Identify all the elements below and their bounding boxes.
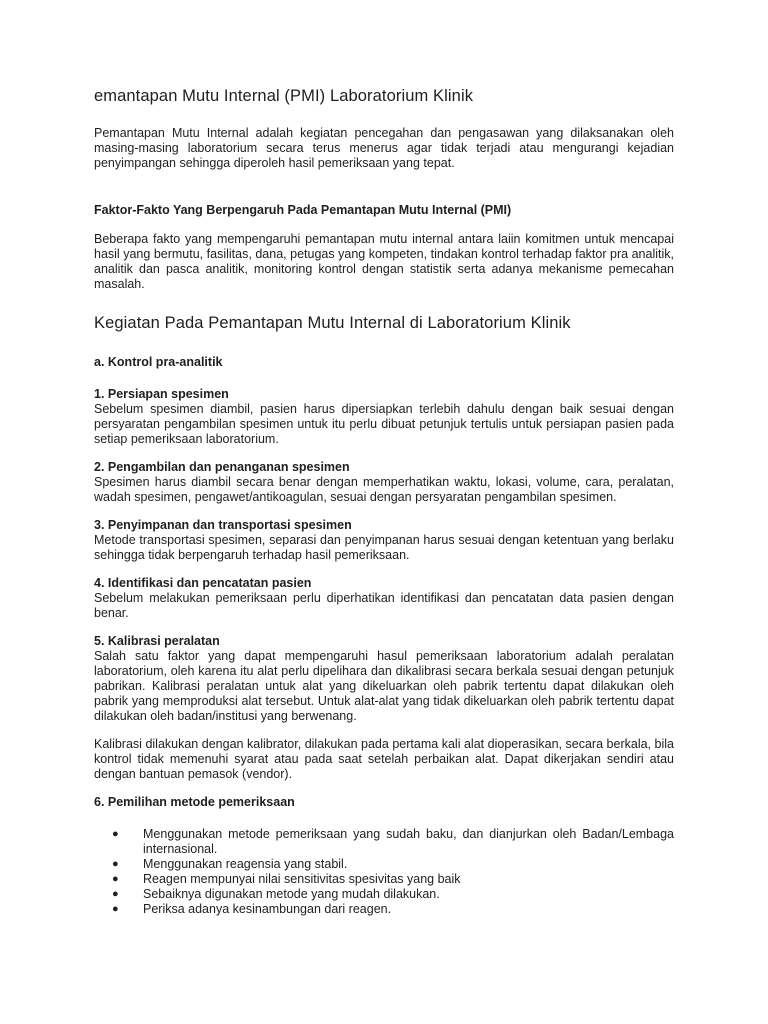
item-heading: 1. Persiapan spesimen [94,387,229,401]
intro-paragraph: Pemantapan Mutu Internal adalah kegiatan pencegahan dan pengasawan yang dilaksanakan oleh masing-masing laboratorium secara terus menerus agar tidak terjadi atau mengurangi kejadian penyimpangan sehingga diperoleh hasil pemeriksaan yang tepat. [94,126,674,170]
calibration-extra-paragraph: Kalibrasi dilakukan dengan kalibrator, dilakukan pada pertama kali alat dioperasikan, secara berkala, bila kontrol tidak memenuhi syarat atau pada saat setelah perbaikan alat. Dapat dikerjakan sendiri atau dengan bantuan pemasok (vendor). [94,737,674,781]
list-item [94,387,674,447]
bullet-icon: ● [112,903,119,915]
item-text: Sebelum melakukan pemeriksaan perlu diperhatikan identifikasi dan pencatatan data pasien dengan benar. [94,591,674,620]
bullet-icon: ● [112,873,119,885]
subsection-heading: a. Kontrol pra-analitik [94,355,223,369]
bullet-item [112,887,674,902]
bullet-text: Sebaiknya digunakan metode yang mudah dilakukan. [143,887,440,901]
bullet-icon: ● [112,888,119,900]
bullet-text: Menggunakan reagensia yang stabil. [143,857,348,871]
bullet-item [112,872,674,887]
item-text: Sebelum spesimen diambil, pasien harus dipersiapkan terlebih dahulu dengan baik sesuai dengan persyaratan pengambilan spesimen untuk itu perlu dibuat petunjuk tertulis untuk persiapan pasien pada setiap pemeriksaan laboratorium. [94,402,674,446]
factor-paragraph: Beberapa fakto yang mempengaruhi pemantapan mutu internal antara laiin komitmen untuk mencapai hasil yang bermutu, fasilitas, dana, petugas yang kompeten, tindakan kontrol terhadap faktor pra analitik, analitik dan pasca analitik, monitoring kontrol dengan statistik serta adanya mekanisme pemecahan masalah. [94,232,674,291]
section-title: Kegiatan Pada Pemantapan Mutu Internal di Laboratorium Klinik [94,314,571,332]
method-heading: 6. Pemilihan metode pemeriksaan [94,795,295,809]
list-item [94,634,674,724]
bullet-text: Menggunakan metode pemeriksaan yang sudah baku, dan dianjurkan oleh Badan/Lembaga internasional. [143,827,674,856]
item-text: Spesimen harus diambil secara benar dengan memperhatikan waktu, lokasi, volume, cara, peralatan, wadah spesimen, pengawet/antikoagulan, sesuai dengan persyaratan pengambilan spesimen. [94,475,674,504]
method-bullet-list [94,827,674,917]
item-heading: 2. Pengambilan dan penanganan spesimen [94,460,350,474]
bullet-item [112,827,674,857]
bullet-item [112,902,674,917]
item-heading: 4. Identifikasi dan pencatatan pasien [94,576,312,590]
bullet-text: Reagen mempunyai nilai sensitivitas spesivitas yang baik [143,872,461,886]
item-text: Metode transportasi spesimen, separasi dan penyimpanan harus sesuai dengan ketentuan yang berlaku sehingga tidak berpengaruh terhadap hasil pemeriksaan. [94,533,674,562]
document-title: emantapan Mutu Internal (PMI) Laboratorium Klinik [94,87,474,105]
factor-heading: Faktor-Fakto Yang Berpengaruh Pada Pemantapan Mutu Internal (PMI) [94,203,512,217]
bullet-icon: ● [112,828,119,840]
bullet-text: Periksa adanya kesinambungan dari reagen. [143,902,392,916]
bullet-icon: ● [112,858,119,870]
item-heading: 3. Penyimpanan dan transportasi spesimen [94,518,352,532]
bullet-item [112,857,674,872]
list-item [94,576,674,621]
list-item [94,518,674,563]
item-heading: 5. Kalibrasi peralatan [94,634,220,648]
list-item [94,460,674,505]
document-content [94,87,674,917]
item-text: Salah satu faktor yang dapat mempengaruhi hasul pemeriksaan laboratorium adalah peralatan laboratorium, oleh karena itu alat perlu dipelihara dan dikalibrasi secara berkala sesuai dengan petunjuk pabrikan. Kalibrasi peralatan untuk alat yang dikeluarkan oleh pabrik tertentu dapat dilakukan oleh pabrik yang memproduksi alat tersebut. Untuk alat-alat yang tidak dikeluarkan oleh pabrik tertentu dapat dilakukan oleh badan/institusi yang berwenang. [94,649,674,723]
